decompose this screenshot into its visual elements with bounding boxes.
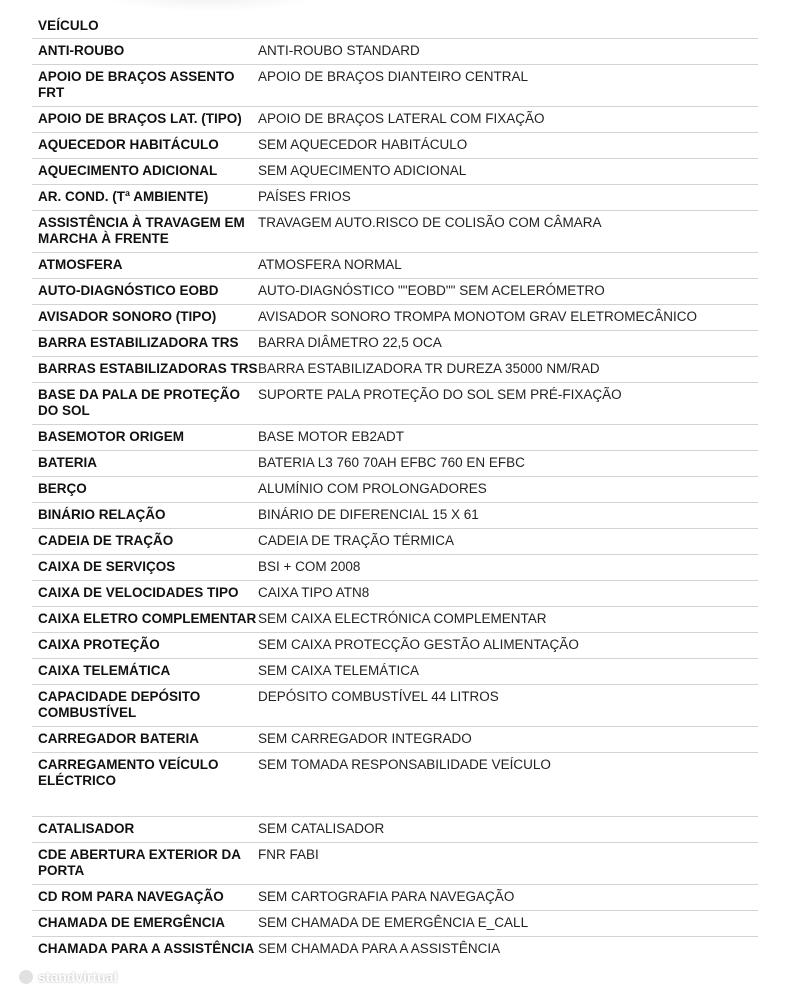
spec-value: PAÍSES FRIOS [258, 189, 351, 204]
spec-value: SEM CAIXA ELECTRÓNICA COMPLEMENTAR [258, 611, 547, 626]
spec-value: APOIO DE BRAÇOS DIANTEIRO CENTRAL [258, 69, 529, 84]
spec-label: CD ROM PARA NAVEGAÇÃO [38, 889, 224, 904]
spec-row [32, 910, 758, 936]
spec-value: SEM CHAMADA DE EMERGÊNCIA E_CALL [258, 915, 529, 930]
spec-label: CATALISADOR [38, 821, 135, 836]
spec-value: ALUMÍNIO COM PROLONGADORES [258, 481, 487, 496]
spec-label: CAIXA DE SERVIÇOS [38, 559, 176, 574]
spec-label: CARREGAMENTO VEÍCULO ELÉCTRICO [38, 757, 219, 788]
spec-label: BARRAS ESTABILIZADORAS TRS [38, 361, 258, 376]
section-title: VEÍCULO [38, 18, 99, 33]
spec-label: CAIXA ELETRO COMPLEMENTAR [38, 611, 257, 626]
spec-row [32, 684, 758, 726]
spec-row [32, 936, 758, 962]
spec-label: ATMOSFERA [38, 257, 123, 272]
spec-row [32, 726, 758, 752]
spec-row [32, 106, 758, 132]
spec-value: SEM AQUECIMENTO ADICIONAL [258, 163, 467, 178]
spec-label: AUTO-DIAGNÓSTICO EOBD [38, 283, 219, 298]
spec-row [32, 580, 758, 606]
spec-label: BINÁRIO RELAÇÃO [38, 507, 166, 522]
spec-row [32, 658, 758, 684]
spec-value: SEM CHAMADA PARA A ASSISTÊNCIA [258, 941, 501, 956]
spec-row [32, 132, 758, 158]
spec-row [32, 278, 758, 304]
standvirtual-logo-icon [18, 969, 34, 985]
spec-value: DEPÓSITO COMBUSTÍVEL 44 LITROS [258, 689, 499, 704]
spec-value: BARRA DIÂMETRO 22,5 OCA [258, 335, 442, 350]
spec-row [32, 476, 758, 502]
spec-label: BASE DA PALA DE PROTEÇÃO DO SOL [38, 387, 241, 418]
spec-value: AVISADOR SONORO TROMPA MONOTOM GRAV ELETROMECÂNICO [258, 309, 698, 324]
spec-label: APOIO DE BRAÇOS LAT. (TIPO) [38, 111, 242, 126]
spec-label: BERÇO [38, 481, 87, 496]
spec-row [32, 528, 758, 554]
watermark-text: standvirtual [38, 969, 118, 985]
spec-label: AQUECIMENTO ADICIONAL [38, 163, 218, 178]
spec-row [32, 842, 758, 884]
spec-label: CAIXA DE VELOCIDADES TIPO [38, 585, 239, 600]
spec-value: SUPORTE PALA PROTEÇÃO DO SOL SEM PRÉ-FIXAÇÃO [258, 387, 622, 402]
spec-row [32, 450, 758, 476]
spec-table [32, 38, 758, 962]
spec-label: CHAMADA DE EMERGÊNCIA [38, 915, 226, 930]
spec-label: CADEIA DE TRAÇÃO [38, 533, 174, 548]
spec-row [32, 330, 758, 356]
spec-row [32, 382, 758, 424]
spec-label: CARREGADOR BATERIA [38, 731, 199, 746]
spec-row [32, 252, 758, 278]
spec-row [32, 356, 758, 382]
spec-row [32, 554, 758, 580]
spec-label: APOIO DE BRAÇOS ASSENTO FRT [38, 69, 235, 100]
spec-value: BSI + COM 2008 [258, 559, 361, 574]
spec-row [32, 38, 758, 64]
spec-row [32, 158, 758, 184]
spec-label: ANTI-ROUBO [38, 43, 125, 58]
spec-value: ANTI-ROUBO STANDARD [258, 43, 420, 58]
spec-value: BARRA ESTABILIZADORA TR DUREZA 35000 NM/RAD [258, 361, 600, 376]
spec-label: AR. COND. (Tª AMBIENTE) [38, 189, 209, 204]
spec-label: ASSISTÊNCIA À TRAVAGEM EM MARCHA À FRENTE [38, 215, 245, 246]
spec-value: APOIO DE BRAÇOS LATERAL COM FIXAÇÃO [258, 111, 545, 126]
spec-row [32, 632, 758, 658]
spec-value: SEM CAIXA TELEMÁTICA [258, 663, 420, 678]
spec-value: BASE MOTOR EB2ADT [258, 429, 405, 444]
spec-row [32, 184, 758, 210]
spec-value: ATMOSFERA NORMAL [258, 257, 402, 272]
spec-row [32, 606, 758, 632]
spec-label: AVISADOR SONORO (TIPO) [38, 309, 217, 324]
spec-value: BATERIA L3 760 70AH EFBC 760 EN EFBC [258, 455, 525, 470]
spec-value: CADEIA DE TRAÇÃO TÉRMICA [258, 533, 455, 548]
spec-value: CAIXA TIPO ATN8 [258, 585, 370, 600]
spec-row [32, 502, 758, 528]
spec-label: CAPACIDADE DEPÓSITO COMBUSTÍVEL [38, 689, 201, 720]
spec-value: SEM CATALISADOR [258, 821, 385, 836]
spec-value: SEM CARREGADOR INTEGRADO [258, 731, 472, 746]
spec-row [32, 752, 758, 816]
spec-row [32, 424, 758, 450]
spec-row [32, 64, 758, 106]
spec-row [32, 304, 758, 330]
spec-label: CAIXA PROTEÇÃO [38, 637, 160, 652]
watermark [18, 962, 148, 992]
spec-value: SEM TOMADA RESPONSABILIDADE VEÍCULO [258, 757, 551, 772]
spec-row [32, 884, 758, 910]
spec-value: AUTO-DIAGNÓSTICO ""EOBD"" SEM ACELERÓMETRO [258, 283, 605, 298]
spec-label: CHAMADA PARA A ASSISTÊNCIA [38, 941, 255, 956]
spec-value: FNR FABI [258, 847, 319, 862]
spec-row [32, 210, 758, 252]
spec-label: CAIXA TELEMÁTICA [38, 663, 171, 678]
spec-label: CDE ABERTURA EXTERIOR DA PORTA [38, 847, 241, 878]
spec-value: SEM AQUECEDOR HABITÁCULO [258, 137, 468, 152]
spec-value: SEM CARTOGRAFIA PARA NAVEGAÇÃO [258, 889, 515, 904]
spec-label: BARRA ESTABILIZADORA TRS [38, 335, 239, 350]
spec-label: BASEMOTOR ORIGEM [38, 429, 185, 444]
spec-label: BATERIA [38, 455, 97, 470]
spec-value: BINÁRIO DE DIFERENCIAL 15 X 61 [258, 507, 479, 522]
spec-value: TRAVAGEM AUTO.RISCO DE COLISÃO COM CÂMARA [258, 215, 602, 230]
spec-label: AQUECEDOR HABITÁCULO [38, 137, 219, 152]
top-shadow [100, 0, 320, 12]
spec-row [32, 816, 758, 842]
spec-value: SEM CAIXA PROTECÇÃO GESTÃO ALIMENTAÇÃO [258, 637, 579, 652]
